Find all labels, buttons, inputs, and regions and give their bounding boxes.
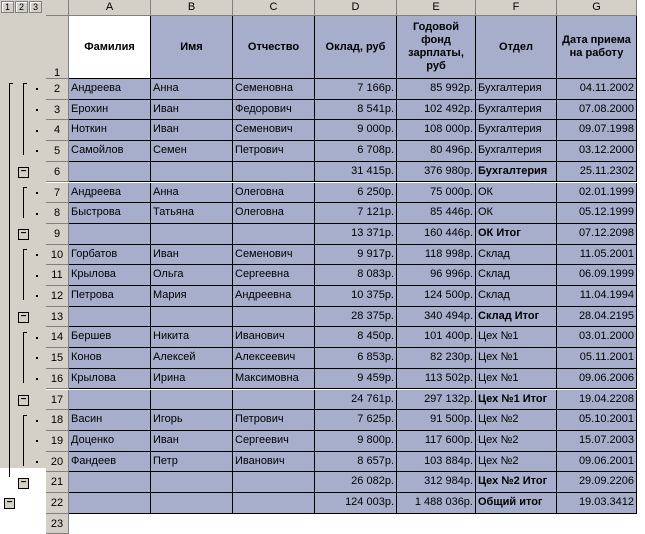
table-cell[interactable]: 10 375р. <box>315 286 397 307</box>
outline-group-bracket-cap <box>9 83 13 84</box>
row-header-4[interactable]: 4 <box>46 120 69 141</box>
row-header-21[interactable]: 21 <box>46 472 69 493</box>
table-cell[interactable]: 85 992р. <box>397 79 476 100</box>
table-cell[interactable]: 05.10.2001 <box>557 410 637 431</box>
outline-detail-dot <box>36 295 38 297</box>
outline-collapse-group-button[interactable]: − <box>18 312 29 323</box>
column-header-b[interactable]: B <box>151 0 233 16</box>
table-cell[interactable]: Крылова <box>69 265 151 286</box>
table-cell[interactable]: Фандеев <box>69 452 151 473</box>
header-cell-d[interactable]: Оклад, руб <box>315 16 397 79</box>
table-cell[interactable]: 13 371р. <box>315 224 397 245</box>
outline-group-bracket-cap <box>23 415 27 416</box>
table-cell[interactable]: 09.06.2001 <box>557 452 637 473</box>
table-cell[interactable]: 28.04.2195 <box>557 307 637 328</box>
table-cell[interactable]: 91 500р. <box>397 410 476 431</box>
table-cell[interactable] <box>233 162 315 183</box>
table-cell[interactable]: Бухгалтерия <box>476 162 557 183</box>
table-cell[interactable]: 96 996р. <box>397 265 476 286</box>
table-cell[interactable]: 7 625р. <box>315 410 397 431</box>
table-cell[interactable] <box>233 472 315 493</box>
table-cell[interactable]: 09.06.2006 <box>557 369 637 390</box>
table-cell[interactable]: 113 502р. <box>397 369 476 390</box>
outline-group-bracket <box>23 332 24 383</box>
table-cell[interactable]: 25.11.2302 <box>557 162 637 183</box>
table-cell[interactable]: Цех №2 <box>476 431 557 452</box>
table-cell[interactable] <box>151 224 233 245</box>
table-cell[interactable]: 19.04.2208 <box>557 390 637 411</box>
select-all-corner[interactable] <box>46 0 69 16</box>
table-cell[interactable]: Андреевна <box>233 286 315 307</box>
table-cell[interactable]: 124 003р. <box>315 493 397 514</box>
table-cell[interactable] <box>69 472 151 493</box>
table-cell[interactable]: Конов <box>69 348 151 369</box>
outline-detail-dot <box>36 275 38 277</box>
outline-group-bracket-cap <box>23 83 27 84</box>
column-header-d[interactable]: D <box>315 0 397 16</box>
table-cell[interactable]: Игорь <box>151 410 233 431</box>
table-cell[interactable]: Семенович <box>233 245 315 266</box>
table-cell[interactable]: 85 446р. <box>397 203 476 224</box>
outline-detail-dot <box>36 337 38 339</box>
table-cell[interactable]: Петрович <box>233 410 315 431</box>
table-cell[interactable]: Бухгалтерия <box>476 141 557 162</box>
table-cell[interactable]: 8 541р. <box>315 100 397 121</box>
table-cell[interactable]: 26 082р. <box>315 472 397 493</box>
table-cell[interactable]: Петр <box>151 452 233 473</box>
table-cell[interactable]: Максимовна <box>233 369 315 390</box>
outline-collapse-group-button[interactable]: − <box>18 478 29 489</box>
table-cell[interactable] <box>69 493 151 514</box>
table-cell[interactable]: 103 884р. <box>397 452 476 473</box>
outline-group-bracket-cap <box>23 187 27 188</box>
outline-detail-dot <box>36 254 38 256</box>
table-cell[interactable]: 340 494р. <box>397 307 476 328</box>
row-header-6[interactable]: 6 <box>46 162 69 183</box>
table-cell[interactable]: 82 230р. <box>397 348 476 369</box>
table-cell[interactable]: ОК Итог <box>476 224 557 245</box>
table-cell[interactable]: Цех №2 Итог <box>476 472 557 493</box>
table-cell[interactable]: Склад <box>476 245 557 266</box>
table-cell[interactable]: Олеговна <box>233 203 315 224</box>
table-cell[interactable]: 124 500р. <box>397 286 476 307</box>
table-cell[interactable] <box>233 493 315 514</box>
table-cell[interactable]: 7 166р. <box>315 79 397 100</box>
row-header-7[interactable]: 7 <box>46 183 69 204</box>
table-cell[interactable]: 9 459р. <box>315 369 397 390</box>
table-cell[interactable]: Алексеевич <box>233 348 315 369</box>
table-cell[interactable]: 297 132р. <box>397 390 476 411</box>
table-cell[interactable]: 15.07.2003 <box>557 431 637 452</box>
table-cell[interactable]: Ерохин <box>69 100 151 121</box>
table-cell[interactable]: 6 250р. <box>315 183 397 204</box>
table-cell[interactable]: Семен <box>151 141 233 162</box>
table-cell[interactable]: Цех №2 <box>476 452 557 473</box>
table-cell[interactable]: Алексей <box>151 348 233 369</box>
row-header-14[interactable]: 14 <box>46 327 69 348</box>
column-header-f[interactable]: F <box>476 0 557 16</box>
table-cell[interactable]: 05.11.2001 <box>557 348 637 369</box>
table-cell[interactable] <box>69 162 151 183</box>
table-cell[interactable]: 07.08.2000 <box>557 100 637 121</box>
outline-level-1-button[interactable]: 1 <box>1 1 14 13</box>
table-cell[interactable]: Семенович <box>233 120 315 141</box>
outline-detail-dot <box>36 357 38 359</box>
table-cell[interactable] <box>233 224 315 245</box>
row-header-5[interactable]: 5 <box>46 141 69 162</box>
outline-detail-dot <box>36 378 38 380</box>
table-cell[interactable]: Доценко <box>69 431 151 452</box>
table-cell[interactable]: 03.12.2000 <box>557 141 637 162</box>
row-header-13[interactable]: 13 <box>46 307 69 328</box>
outline-group-bracket-cap <box>23 332 27 333</box>
table-cell[interactable]: 6 853р. <box>315 348 397 369</box>
table-cell[interactable]: ОК <box>476 203 557 224</box>
table-cell[interactable]: Андреева <box>69 79 151 100</box>
table-cell[interactable]: 31 415р. <box>315 162 397 183</box>
header-cell-f[interactable]: Отдел <box>476 16 557 79</box>
table-cell[interactable] <box>69 390 151 411</box>
table-cell[interactable]: Самойлов <box>69 141 151 162</box>
header-cell-a[interactable]: Фамилия <box>69 16 151 79</box>
table-cell[interactable]: Бухгалтерия <box>476 79 557 100</box>
outline-detail-dot <box>36 461 38 463</box>
table-cell[interactable]: 376 980р. <box>397 162 476 183</box>
table-cell[interactable]: 75 000р. <box>397 183 476 204</box>
table-cell[interactable]: Олеговна <box>233 183 315 204</box>
table-cell[interactable]: Ирина <box>151 369 233 390</box>
table-cell[interactable]: Цех №1 <box>476 327 557 348</box>
outline-group-bracket <box>23 415 24 466</box>
table-cell[interactable]: 118 998р. <box>397 245 476 266</box>
outline-level-2-button[interactable]: 2 <box>15 1 28 13</box>
outline-detail-dot <box>36 213 38 215</box>
table-cell[interactable]: 9 000р. <box>315 120 397 141</box>
table-cell[interactable]: Склад <box>476 265 557 286</box>
table-cell[interactable]: Общий итог <box>476 493 557 514</box>
table-cell[interactable]: Мария <box>151 286 233 307</box>
table-cell[interactable]: Семеновна <box>233 79 315 100</box>
outline-group-bracket <box>23 249 24 300</box>
table-cell[interactable]: Иван <box>151 245 233 266</box>
table-cell[interactable]: Цех №1 Итог <box>476 390 557 411</box>
outline-level-3-button[interactable]: 3 <box>29 1 42 13</box>
table-cell[interactable]: Бухгалтерия <box>476 100 557 121</box>
row-header-2[interactable]: 2 <box>46 79 69 100</box>
table-cell[interactable]: Иван <box>151 120 233 141</box>
table-cell[interactable]: Бершев <box>69 327 151 348</box>
outline-detail-dot <box>36 420 38 422</box>
row-header-3[interactable]: 3 <box>46 100 69 121</box>
table-cell[interactable]: 11.04.1994 <box>557 286 637 307</box>
table-cell[interactable] <box>151 390 233 411</box>
row-header-15[interactable]: 15 <box>46 348 69 369</box>
table-cell[interactable]: Васин <box>69 410 151 431</box>
outline-detail-dot <box>36 192 38 194</box>
table-cell[interactable] <box>69 307 151 328</box>
outline-detail-dot <box>36 440 38 442</box>
row-header-10[interactable]: 10 <box>46 245 69 266</box>
table-cell[interactable]: 07.12.2098 <box>557 224 637 245</box>
table-cell[interactable]: 8 657р. <box>315 452 397 473</box>
outline-collapse-group-button[interactable]: − <box>18 395 29 406</box>
table-cell[interactable]: 29.09.2206 <box>557 472 637 493</box>
table-cell[interactable]: 117 600р. <box>397 431 476 452</box>
table-cell[interactable]: Иванович <box>233 327 315 348</box>
row-header-20[interactable]: 20 <box>46 452 69 473</box>
outline-group-bracket <box>23 187 24 218</box>
table-cell[interactable]: Сергеевна <box>233 265 315 286</box>
table-cell[interactable] <box>151 493 233 514</box>
table-cell[interactable]: 05.12.1999 <box>557 203 637 224</box>
table-cell[interactable]: Сергеевич <box>233 431 315 452</box>
table-cell[interactable] <box>69 224 151 245</box>
table-cell[interactable] <box>233 307 315 328</box>
table-cell[interactable]: Иван <box>151 100 233 121</box>
table-cell[interactable]: Быстрова <box>69 203 151 224</box>
row-header-8[interactable]: 8 <box>46 203 69 224</box>
table-cell[interactable]: 9 800р. <box>315 431 397 452</box>
outline-detail-dot <box>36 109 38 111</box>
table-cell[interactable]: 06.09.1999 <box>557 265 637 286</box>
table-cell[interactable]: 04.11.2002 <box>557 79 637 100</box>
table-cell[interactable]: 11.05.2001 <box>557 245 637 266</box>
outline-gutter <box>0 0 46 509</box>
table-cell[interactable]: Горбатов <box>69 245 151 266</box>
table-cell[interactable]: Анна <box>151 79 233 100</box>
table-cell[interactable]: 160 446р. <box>397 224 476 245</box>
column-header-c[interactable]: C <box>233 0 315 16</box>
outline-detail-dot <box>36 150 38 152</box>
table-cell[interactable]: 108 000р. <box>397 120 476 141</box>
table-cell[interactable]: Цех №2 <box>476 410 557 431</box>
table-cell[interactable]: Склад Итог <box>476 307 557 328</box>
table-cell[interactable]: ОК <box>476 183 557 204</box>
outline-detail-dot <box>36 130 38 132</box>
table-cell[interactable]: Петрович <box>233 141 315 162</box>
table-cell[interactable]: Ноткин <box>69 120 151 141</box>
table-cell[interactable] <box>151 162 233 183</box>
row-header-12[interactable]: 12 <box>46 286 69 307</box>
table-cell[interactable]: Анна <box>151 183 233 204</box>
table-cell[interactable]: Петрова <box>69 286 151 307</box>
table-cell[interactable]: 101 400р. <box>397 327 476 348</box>
table-cell[interactable]: 02.01.1999 <box>557 183 637 204</box>
row-header-19[interactable]: 19 <box>46 431 69 452</box>
table-cell[interactable]: 19.03.3412 <box>557 493 637 514</box>
table-cell[interactable]: Иванович <box>233 452 315 473</box>
table-cell[interactable]: Склад <box>476 286 557 307</box>
header-cell-e[interactable]: Годовой фонд зарплаты, руб <box>397 16 476 79</box>
outline-collapse-level2-button[interactable]: − <box>4 498 15 509</box>
outline-level-buttons <box>1 1 42 13</box>
table-cell[interactable]: 6 708р. <box>315 141 397 162</box>
row-header-1[interactable]: 1 <box>46 16 69 79</box>
table-cell[interactable]: 03.01.2000 <box>557 327 637 348</box>
header-cell-b[interactable]: Имя <box>151 16 233 79</box>
row-header-11[interactable]: 11 <box>46 265 69 286</box>
table-cell[interactable]: Андреева <box>69 183 151 204</box>
column-header-a[interactable]: A <box>69 0 151 16</box>
table-cell[interactable]: 7 121р. <box>315 203 397 224</box>
outline-group-bracket <box>9 83 10 476</box>
table-cell[interactable] <box>233 390 315 411</box>
column-header-e[interactable]: E <box>397 0 476 16</box>
table-cell[interactable]: 8 083р. <box>315 265 397 286</box>
table-cell[interactable]: 09.07.1998 <box>557 120 637 141</box>
table-cell[interactable]: Бухгалтерия <box>476 120 557 141</box>
table-cell[interactable] <box>151 472 233 493</box>
table-cell[interactable]: Татьяна <box>151 203 233 224</box>
header-cell-g[interactable]: Дата приема на работу <box>557 16 637 79</box>
table-cell[interactable]: Ольга <box>151 265 233 286</box>
outline-group-bracket <box>23 83 24 155</box>
outline-group-bracket-cap <box>23 249 27 250</box>
table-cell[interactable]: 28 375р. <box>315 307 397 328</box>
row-header-9[interactable]: 9 <box>46 224 69 245</box>
row-header-16[interactable]: 16 <box>46 369 69 390</box>
table-cell[interactable]: Иван <box>151 431 233 452</box>
table-cell[interactable]: 24 761р. <box>315 390 397 411</box>
table-cell[interactable]: Цех №1 <box>476 369 557 390</box>
table-cell[interactable]: Федорович <box>233 100 315 121</box>
outline-collapse-group-button[interactable]: − <box>18 167 29 178</box>
table-cell[interactable]: 102 492р. <box>397 100 476 121</box>
table-cell[interactable]: 312 984р. <box>397 472 476 493</box>
table-cell[interactable]: Цех №1 <box>476 348 557 369</box>
table-cell[interactable] <box>151 307 233 328</box>
table-cell[interactable]: Никита <box>151 327 233 348</box>
outline-collapse-group-button[interactable]: − <box>18 229 29 240</box>
row-header-23[interactable]: 23 <box>46 514 69 534</box>
outline-detail-dot <box>36 88 38 90</box>
row-header-17[interactable]: 17 <box>46 390 69 411</box>
column-header-g[interactable]: G <box>557 0 637 16</box>
table-cell[interactable]: 8 450р. <box>315 327 397 348</box>
row-header-18[interactable]: 18 <box>46 410 69 431</box>
table-cell[interactable]: 9 917р. <box>315 245 397 266</box>
header-cell-c[interactable]: Отчество <box>233 16 315 79</box>
table-cell[interactable]: 80 496р. <box>397 141 476 162</box>
table-cell[interactable]: Крылова <box>69 369 151 390</box>
table-cell[interactable]: 1 488 036р. <box>397 493 476 514</box>
row-header-22[interactable]: 22 <box>46 493 69 514</box>
